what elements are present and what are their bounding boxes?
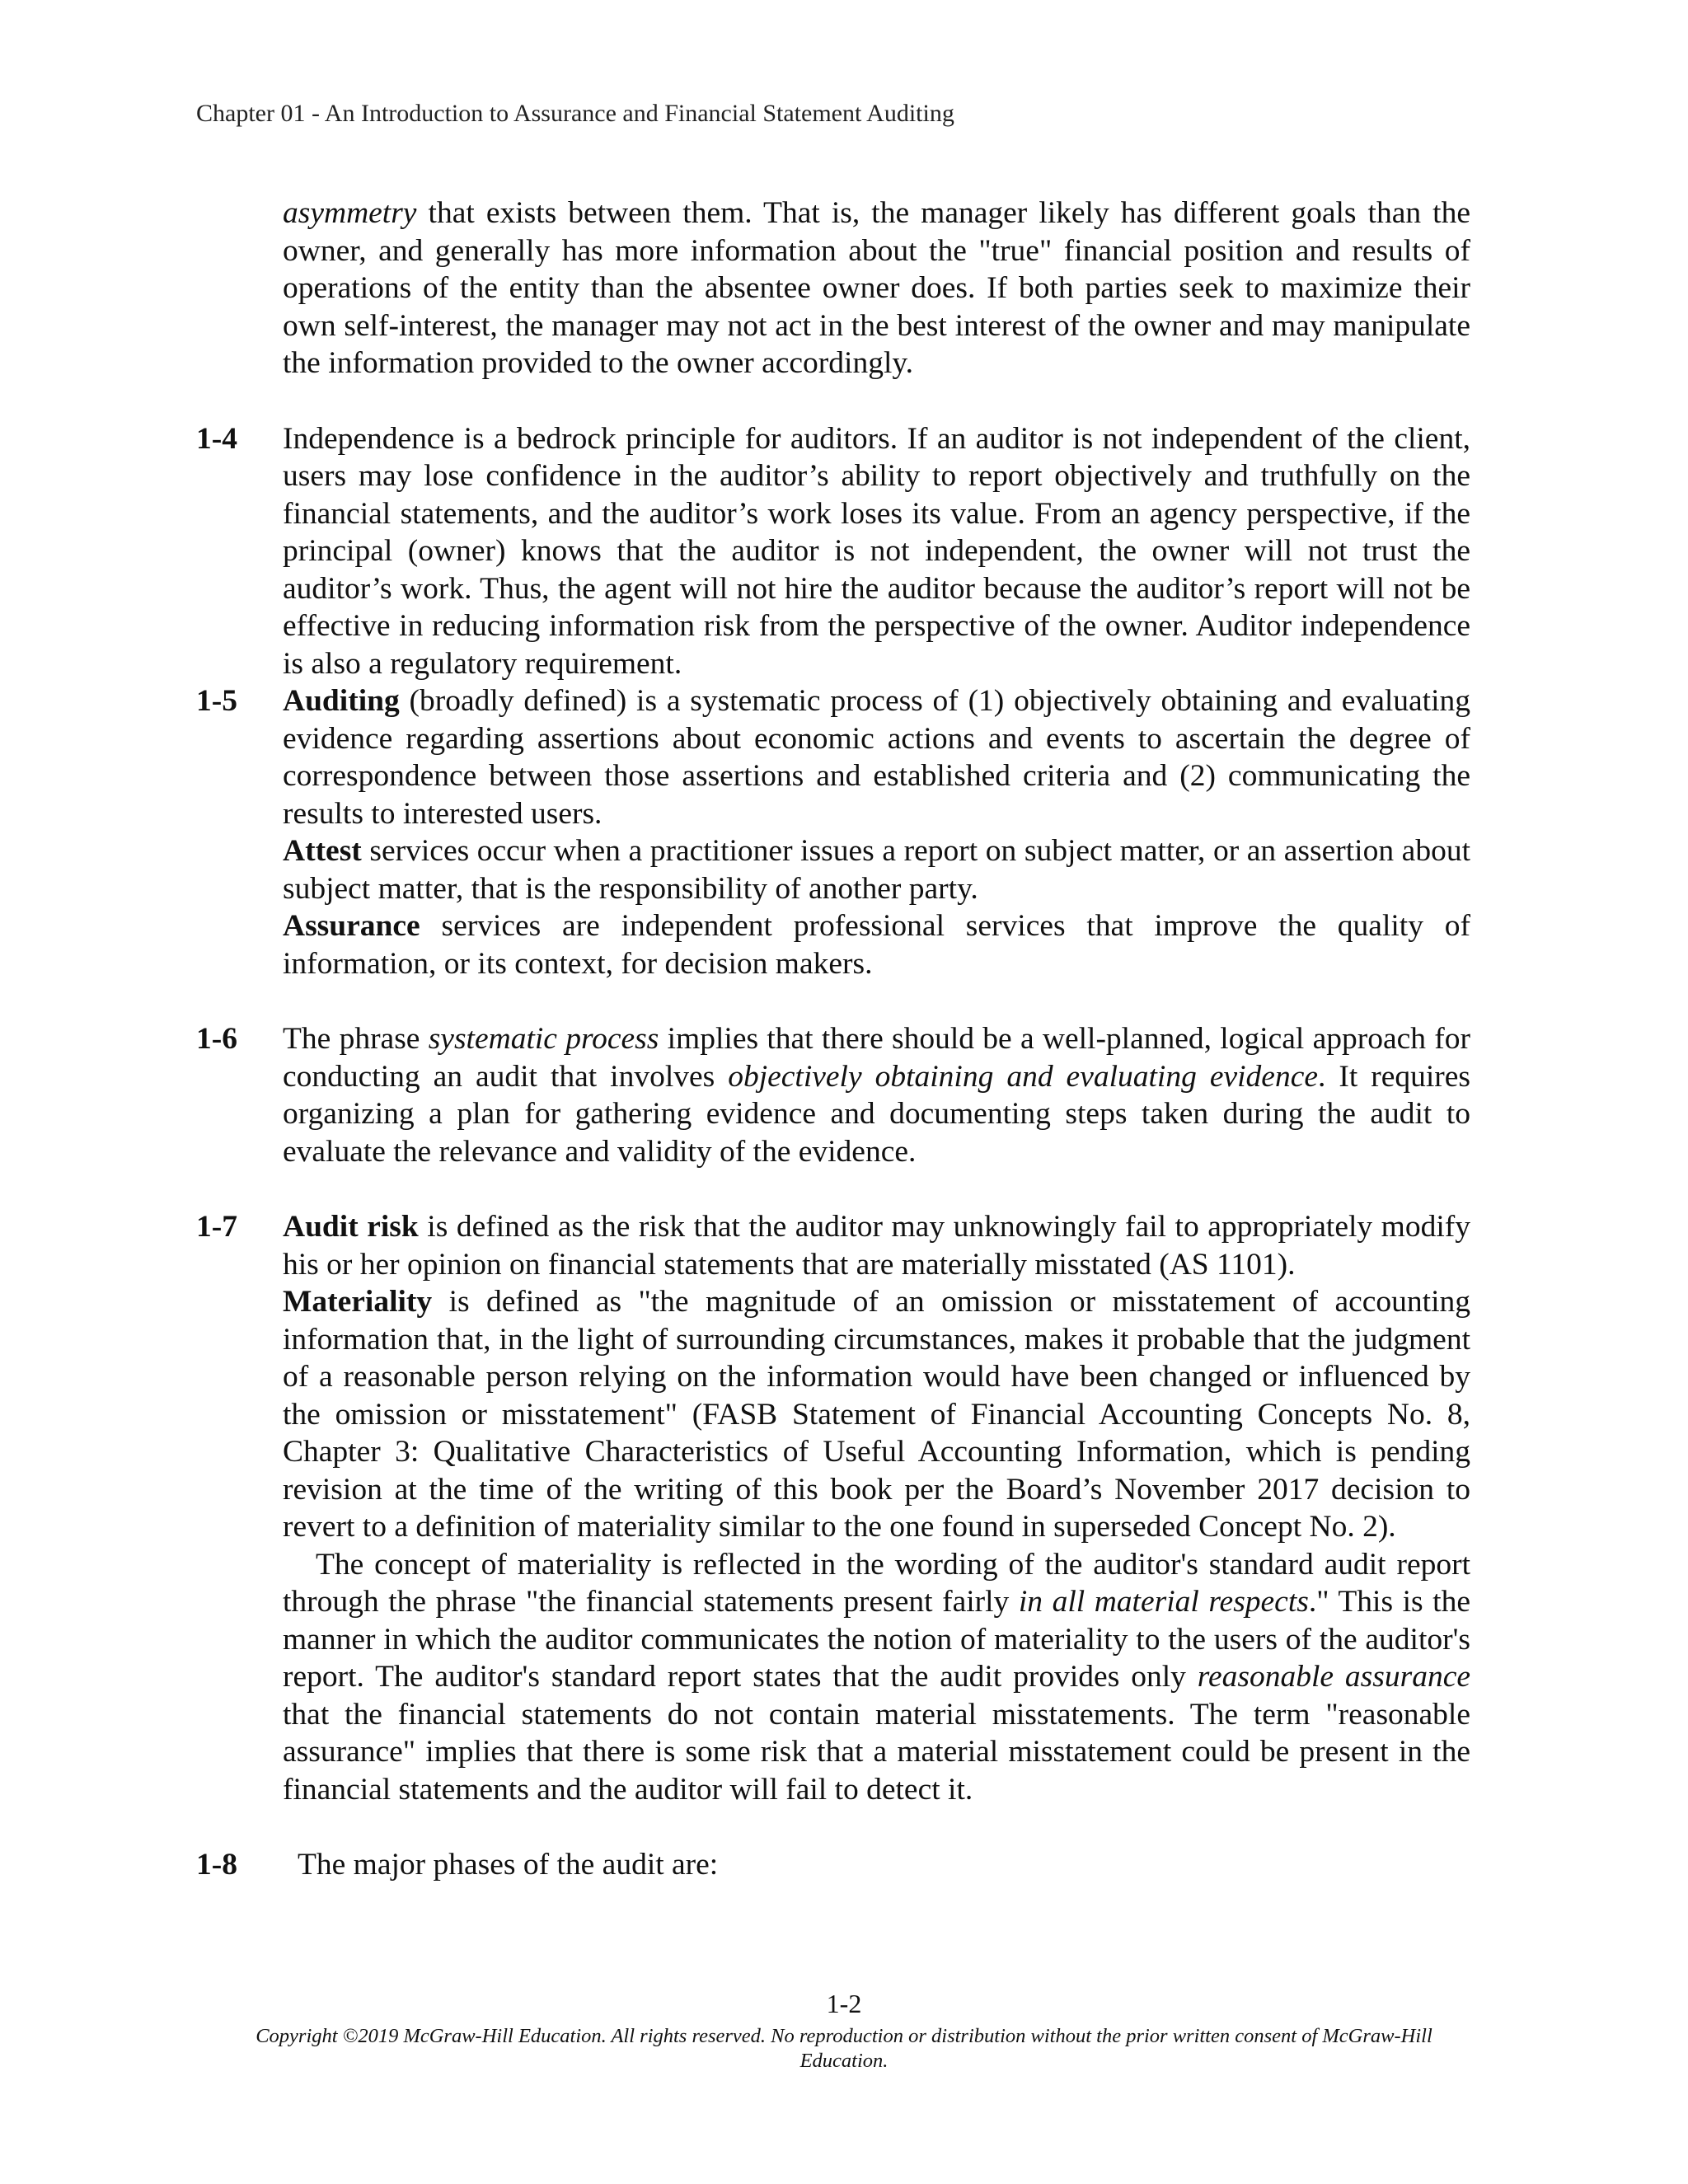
page-number: 1-2 bbox=[826, 1989, 862, 2018]
italic-phrase: reasonable assurance bbox=[1197, 1660, 1470, 1694]
question-number: 1-5 bbox=[196, 684, 237, 718]
question-number: 1-6 bbox=[196, 1022, 237, 1056]
question-1-5 bbox=[196, 682, 1470, 982]
assurance-definition bbox=[283, 907, 1470, 982]
chapter-header: Chapter 01 - An Introduction to Assurance and Financial Statement Auditing bbox=[196, 100, 954, 127]
materiality-paragraph bbox=[283, 1546, 1470, 1809]
document-body bbox=[196, 194, 1470, 1884]
term-assurance: Assurance bbox=[283, 909, 420, 943]
audit-risk-definition bbox=[283, 1208, 1470, 1283]
term-auditing: Auditing bbox=[283, 684, 400, 718]
definition-text: services occur when a practitioner issues a report on subject matter, or an assertion about subject matter, that is the responsibility of another party. bbox=[283, 834, 1470, 906]
question-number: 1-7 bbox=[196, 1210, 237, 1244]
copyright-notice bbox=[226, 2024, 1462, 2074]
italic-phrase: systematic process bbox=[428, 1022, 659, 1056]
definition-text: (broadly defined) is a systematic process of (1) objectively obtaining and evaluating evidence regarding assertions about economic actions and events to ascertain the degree of correspondence between those assertions and established criteria and (2) communicating the results to interested users. bbox=[283, 684, 1470, 831]
auditing-definition bbox=[283, 682, 1470, 832]
continuation-italic: asymmetry bbox=[283, 196, 417, 230]
definition-text: is defined as the risk that the auditor may unknowingly fail to appropriately modify his or her opinion on financial statements that are materially misstated (AS 1101). bbox=[283, 1210, 1470, 1282]
term-audit-risk: Audit risk bbox=[283, 1210, 419, 1244]
italic-phrase: objectively obtaining and evaluating evidence bbox=[728, 1059, 1318, 1094]
copyright-text: Copyright ©2019 McGraw-Hill Education. All rights reserved. No reproduction or distribution without the prior written consent of McGraw-Hill Education. bbox=[256, 2025, 1432, 2072]
question-1-4 bbox=[196, 420, 1470, 683]
question-1-7 bbox=[196, 1208, 1470, 1808]
answer-text: The major phases of the audit are: bbox=[298, 1848, 719, 1882]
term-attest: Attest bbox=[283, 834, 362, 868]
italic-phrase: in all material respects bbox=[1018, 1585, 1309, 1619]
question-1-6 bbox=[196, 1020, 1470, 1170]
text-run: The phrase bbox=[283, 1022, 429, 1056]
text-run: The concept of materiality is reflected in the wording of the auditor's standard audit report through the phrase "the financial statements present fairly bbox=[283, 1547, 1470, 1619]
page-footer bbox=[0, 1988, 1688, 2074]
answer-text: Independence is a bedrock principle for auditors. If an auditor is not independent of the client, users may lose confidence in the auditor’s ability to report objectively and truthfully on the financial statements, and the auditor’s work loses its value. From an agency perspective, if the principal (owner) knows that the auditor is not independent, the owner will not trust the auditor’s work. Thus, the agent will not hire the auditor because the auditor’s report will not be effective in reducing information risk from the perspective of the owner. Auditor independence is also a regulatory requirement. bbox=[283, 421, 1470, 681]
text-run: ." This is the manner in which the auditor communicates the notion of materiality to the users of the auditor's report. The auditor's standard report states that the audit provides only bbox=[283, 1585, 1471, 1694]
question-number: 1-8 bbox=[196, 1848, 237, 1882]
definition-text: services are independent professional services that improve the quality of information, or its context, for decision makers. bbox=[283, 909, 1470, 981]
definition-text: is defined as "the magnitude of an omission or misstatement of accounting information that, in the light of surrounding circumstances, makes it probable that the judgment of a reasonable person relying on the information would have been changed or influenced by the omission or misstatement" (FASB Statement of Financial Accounting Concepts No. 8, Chapter 3: Qualitative Characteristics of Useful Accounting Information, which is pending revision at the time of the writing of this book per the Board’s November 2017 decision to revert to a definition of materiality similar to the one found in superseded Concept No. 2). bbox=[283, 1285, 1470, 1544]
question-1-8 bbox=[196, 1846, 1470, 1884]
materiality-definition bbox=[283, 1283, 1470, 1546]
text-run: that the financial statements do not contain material misstatements. The term "reasonable assurance" implies that there is some risk that a material misstatement could be present in the financial statements and the auditor will fail to detect it. bbox=[283, 1697, 1470, 1807]
term-materiality: Materiality bbox=[283, 1285, 433, 1319]
continuation-text: that exists between them. That is, the manager likely has different goals than the owner, and generally has more information about the "true" financial position and results of operations of the entity than the absentee owner does. If both parties seek to maximize their own self-interest, the manager may not act in the best interest of the owner and may manipulate the information provided to the owner accordingly. bbox=[283, 196, 1470, 380]
question-number: 1-4 bbox=[196, 421, 237, 456]
text-run: implies that there should be a well-planned, logical approach for conducting an audit that involves bbox=[283, 1022, 1471, 1094]
answer-text bbox=[283, 1020, 1470, 1170]
continuation-paragraph bbox=[283, 194, 1470, 382]
attest-definition bbox=[283, 832, 1470, 907]
text-run: . It requires organizing a plan for gathering evidence and documenting steps taken during the audit to evaluate the relevance and validity of the evidence. bbox=[283, 1059, 1471, 1169]
